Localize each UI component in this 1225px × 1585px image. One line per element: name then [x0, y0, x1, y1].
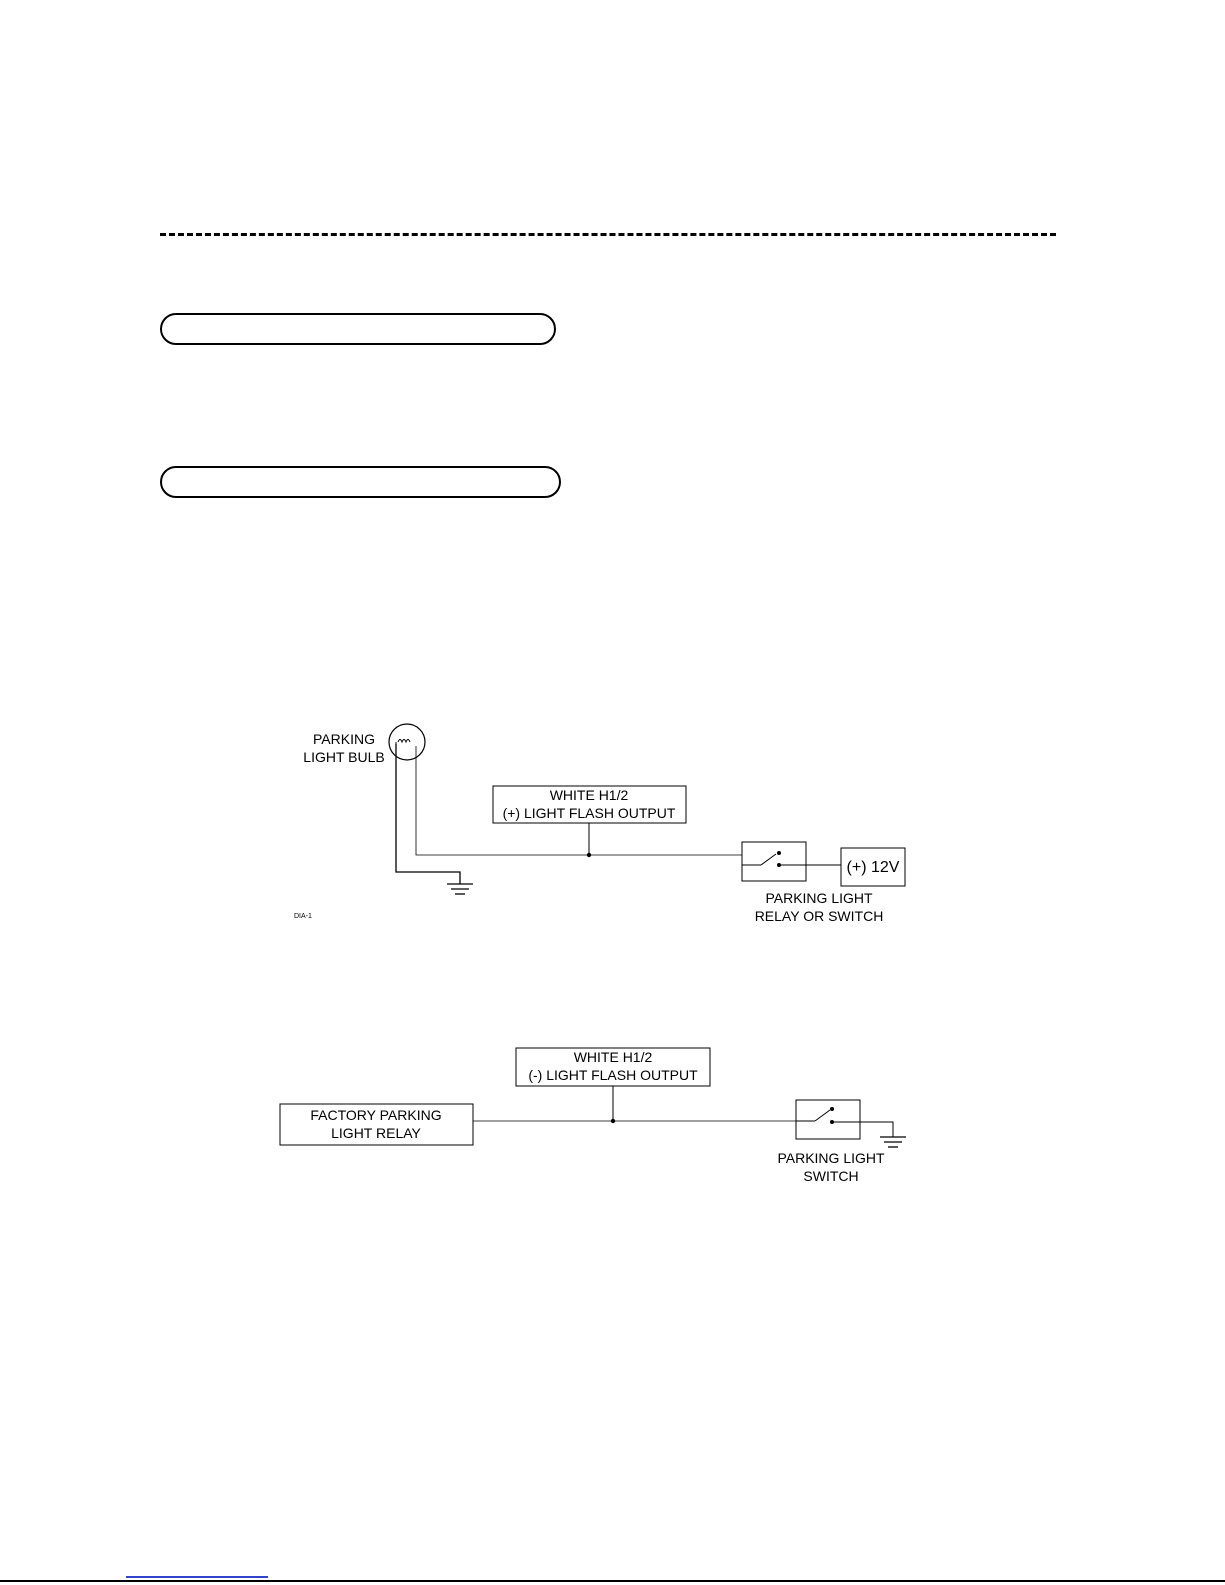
junction-dot — [587, 853, 591, 857]
bulb-label-line-2: LIGHT BULB — [303, 749, 385, 765]
diagram-2 — [280, 1048, 906, 1184]
bottom-rule — [0, 1580, 1225, 1582]
junction-dot-2 — [611, 1119, 615, 1123]
ground-symbol-icon-2 — [880, 1137, 906, 1147]
power-12v-label: (+) 12V — [846, 859, 900, 876]
ground-symbol-icon — [447, 884, 473, 894]
switch-label-1-line-1: PARKING LIGHT — [765, 890, 873, 906]
output-box-2-line-1: WHITE H1/2 — [573, 1049, 653, 1065]
factory-relay-line-2: LIGHT RELAY — [331, 1125, 421, 1141]
diagram-1 — [294, 724, 905, 924]
switch-label-2-line-1: PARKING LIGHT — [777, 1150, 885, 1166]
output-box-2-line-2: (-) LIGHT FLASH OUTPUT — [528, 1067, 698, 1083]
switch-label-2-line-2: SWITCH — [803, 1168, 859, 1184]
bulb-icon — [389, 724, 425, 760]
footer-link-underline[interactable] — [126, 1576, 268, 1578]
relay-switch-box — [742, 842, 806, 881]
parking-switch-box — [796, 1100, 860, 1139]
output-box-1-line-1: WHITE H1/2 — [549, 787, 629, 803]
diagram-code: DIA-1 — [294, 913, 312, 920]
bulb-label-line-1: PARKING — [313, 731, 375, 747]
output-box-1-line-2: (+) LIGHT FLASH OUTPUT — [502, 805, 676, 821]
ground-wire — [396, 744, 460, 884]
factory-relay-line-1: FACTORY PARKING — [310, 1107, 442, 1123]
switch-label-1-line-2: RELAY OR SWITCH — [754, 908, 884, 924]
